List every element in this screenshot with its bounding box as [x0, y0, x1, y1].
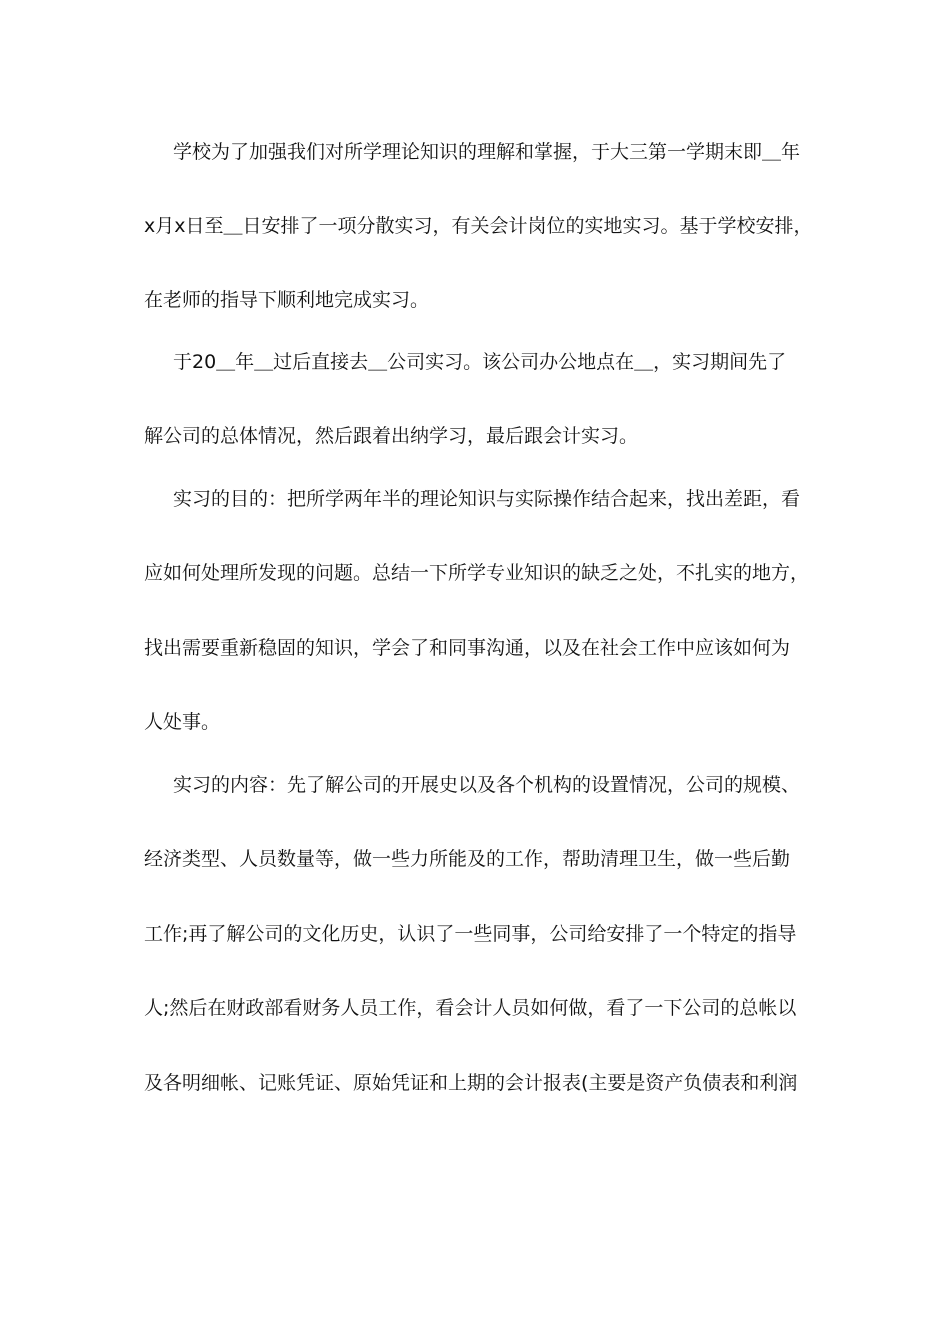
- text-line: 工作;再了解公司的文化历史，认识了一些同事，公司给安排了一个特定的指导: [144, 923, 797, 945]
- text-line: 经济类型、人员数量等，做一些力所能及的工作，帮助清理卫生，做一些后勤: [144, 848, 791, 870]
- text-line: 实习的目的：把所学两年半的理论知识与实际操作结合起来，找出差距，看: [173, 488, 801, 510]
- text-line: 及各明细帐、记账凭证、原始凭证和上期的会计报表(主要是资产负债表和利润: [144, 1072, 798, 1094]
- text-line: 应如何处理所发现的问题。总结一下所学专业知识的缺乏之处，不扎实的地方，: [144, 562, 810, 584]
- text-line: 找出需要重新稳固的知识，学会了和同事沟通，以及在社会工作中应该如何为: [144, 637, 791, 659]
- text-line: 解公司的总体情况，然后跟着出纳学习，最后跟会计实习。: [144, 425, 639, 447]
- text-line: 人处事。: [144, 711, 221, 733]
- text-line: 人;然后在财政部看财务人员工作，看会计人员如何做，看了一下公司的总帐以: [144, 997, 797, 1019]
- text-line: 在老师的指导下顺利地完成实习。: [144, 289, 430, 311]
- text-line: x月x日至＿日安排了一项分散实习，有关会计岗位的实地实习。基于学校安排，: [144, 215, 813, 237]
- text-line: 于20＿年＿过后直接去＿公司实习。该公司办公地点在＿，实习期间先了: [173, 351, 787, 373]
- text-line: 学校为了加强我们对所学理论知识的理解和掌握，于大三第一学期末即＿年: [173, 141, 801, 163]
- text-line: 实习的内容：先了解公司的开展史以及各个机构的设置情况，公司的规模、: [173, 774, 801, 796]
